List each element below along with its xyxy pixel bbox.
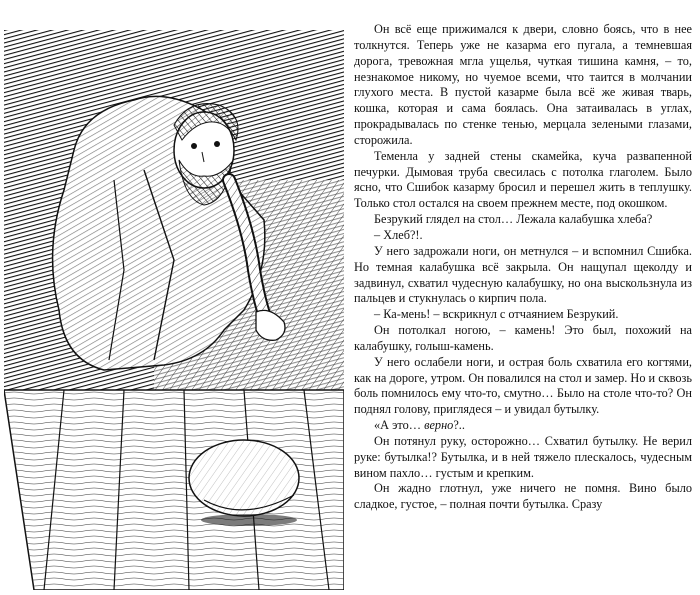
paragraph-with-italic: «А это… верно?..	[374, 418, 465, 433]
man-reaching-illustration	[4, 30, 344, 590]
paragraph: Теменла у задней стены скамейка, куча развапенной печурки. Дымовая труба свесилась с потолка глаголем. Было ясно, что Сшибок казарму бросил и перешел жить в теплушку. Только стол остался на своем прежнем месте, под окошком.	[354, 148, 692, 211]
paragraph: Он потолкал ногою, – камень! Это был, похожий на калабушку, голыш-камень.	[354, 323, 692, 353]
paragraph: Он всё еще прижимался к двери, словно боясь, что в нее толкнутся. Теперь уже не казарма его пугала, а темневшая дорога, тревожная мгла ущелья, чуткая тишина камня, – то, незнакомое никому, но чуемое всеми, что таится в молчании глухого места. В пустой казарме была всё же живая тварь, кошка, которая и сама боялась. Она затаивалась в углах, прокрадывалась по стенке тенью, мерцала зелеными глазами, сторожила.	[354, 22, 692, 147]
paragraph: – Хлеб?!.	[374, 227, 423, 242]
illustration	[4, 30, 344, 590]
paragraph: Он жадно глотнул, уже ничего не помня. Вино было сладкое, густое, – полная почти бутылка. Сразу	[354, 481, 692, 512]
paragraph: Безрукий глядел на стол… Лежала калабушка хлеба?	[374, 212, 653, 227]
paragraph: – Ка-мень! – вскрикнул с отчаянием Безрукий.	[374, 307, 619, 322]
paragraph: У него ослабели ноги, и острая боль схватила его когтями, как на дороге, утром. Он повалился на стол и замер. Но и сквозь боль помнилось ему что-то, смутно… Было на столе что-то? Он поднял голову, приглядеся – и увидал бутылку.	[354, 354, 692, 417]
paragraph: Он потянул руку, осторожно… Схватил бутылку. Не верил руке: бутылка!? Бутылка, и в ней тяжело плескалось, чудесным вином пахло… густым и крепким.	[354, 433, 692, 480]
text-page	[354, 22, 692, 592]
italic-word: верно	[424, 418, 454, 433]
paragraph: У него задрожали ноги, он метнулся – и вспомнил Сшибка. Но темная калабушка всё закрыла. Он нащупал щеколду и задвинул, схватил чудесную калабушку, но она выскользнула из пальцев и стукнулась о кирпич пола.	[354, 243, 692, 306]
